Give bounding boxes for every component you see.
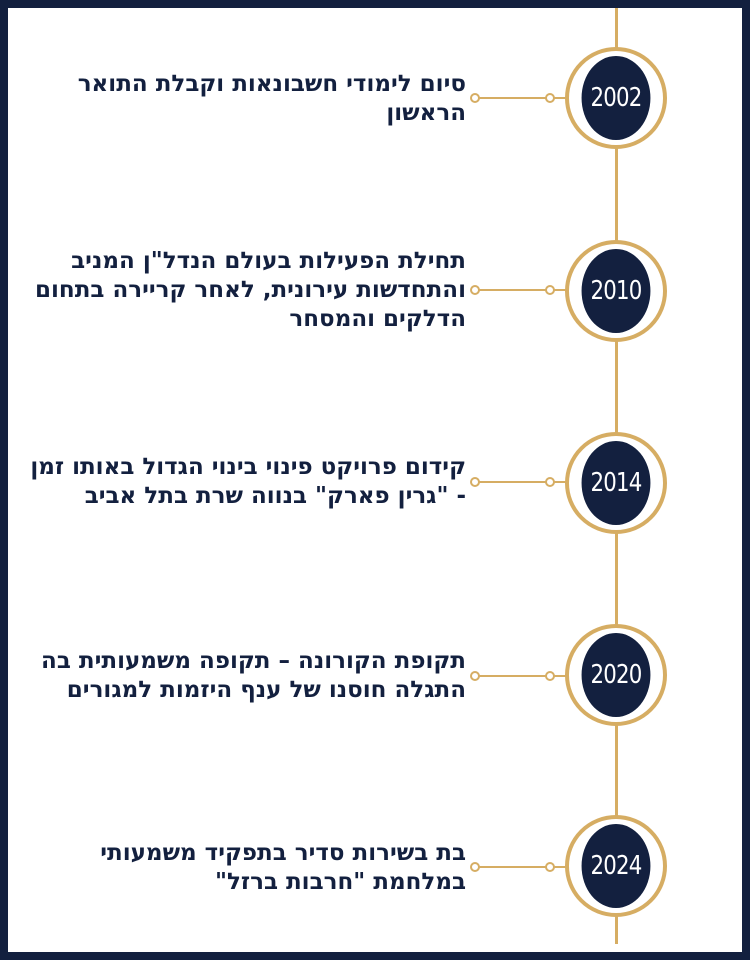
connector-dot xyxy=(545,285,555,295)
year-node-2002 xyxy=(565,47,667,149)
year-node-2020 xyxy=(565,624,667,726)
connector-dot xyxy=(470,671,480,681)
timeline-text-2024: בת בשירות סדיר בתפקיד משמעותי במלחמת "חרבות ברזל" xyxy=(100,840,466,895)
timeline-connector xyxy=(478,866,572,868)
timeline-connector xyxy=(478,481,572,483)
timeline-connector xyxy=(478,289,572,291)
timeline-connector xyxy=(478,675,572,677)
timeline-text-2020: תקופת הקורונה – תקופה משמעותית בה התגלה חוסנו של ענף היזמות למגורים xyxy=(41,648,466,703)
timeline-text-2010: תחילת הפעילות בעולם הנדל"ן המניב והתחדשות עירונית, לאחר קריירה בתחום הדלקים והמסחר xyxy=(34,248,466,332)
year-label-2010: 2010 xyxy=(582,249,651,333)
year-node-2010 xyxy=(565,240,667,342)
year-label-2020: 2020 xyxy=(582,633,651,717)
year-node-2024 xyxy=(565,815,667,917)
connector-dot xyxy=(470,285,480,295)
connector-dot xyxy=(545,671,555,681)
connector-dot xyxy=(545,477,555,487)
connector-dot xyxy=(470,477,480,487)
connector-dot xyxy=(470,93,480,103)
connector-dot xyxy=(545,93,555,103)
connector-dot xyxy=(545,862,555,872)
connector-dot xyxy=(470,862,480,872)
year-label-2024: 2024 xyxy=(582,824,651,908)
timeline-text-2002: סיום לימודי חשבונאות וקבלת התואר הראשון xyxy=(77,71,466,126)
year-node-2014 xyxy=(565,432,667,534)
timeline-text-2014: קידום פרויקט פינוי בינוי הגדול באותו זמן - "גרין פארק" בנווה שרת בתל אביב xyxy=(30,454,466,509)
timeline-connector xyxy=(478,97,572,99)
year-label-2002: 2002 xyxy=(582,56,651,140)
year-label-2014: 2014 xyxy=(582,441,651,525)
